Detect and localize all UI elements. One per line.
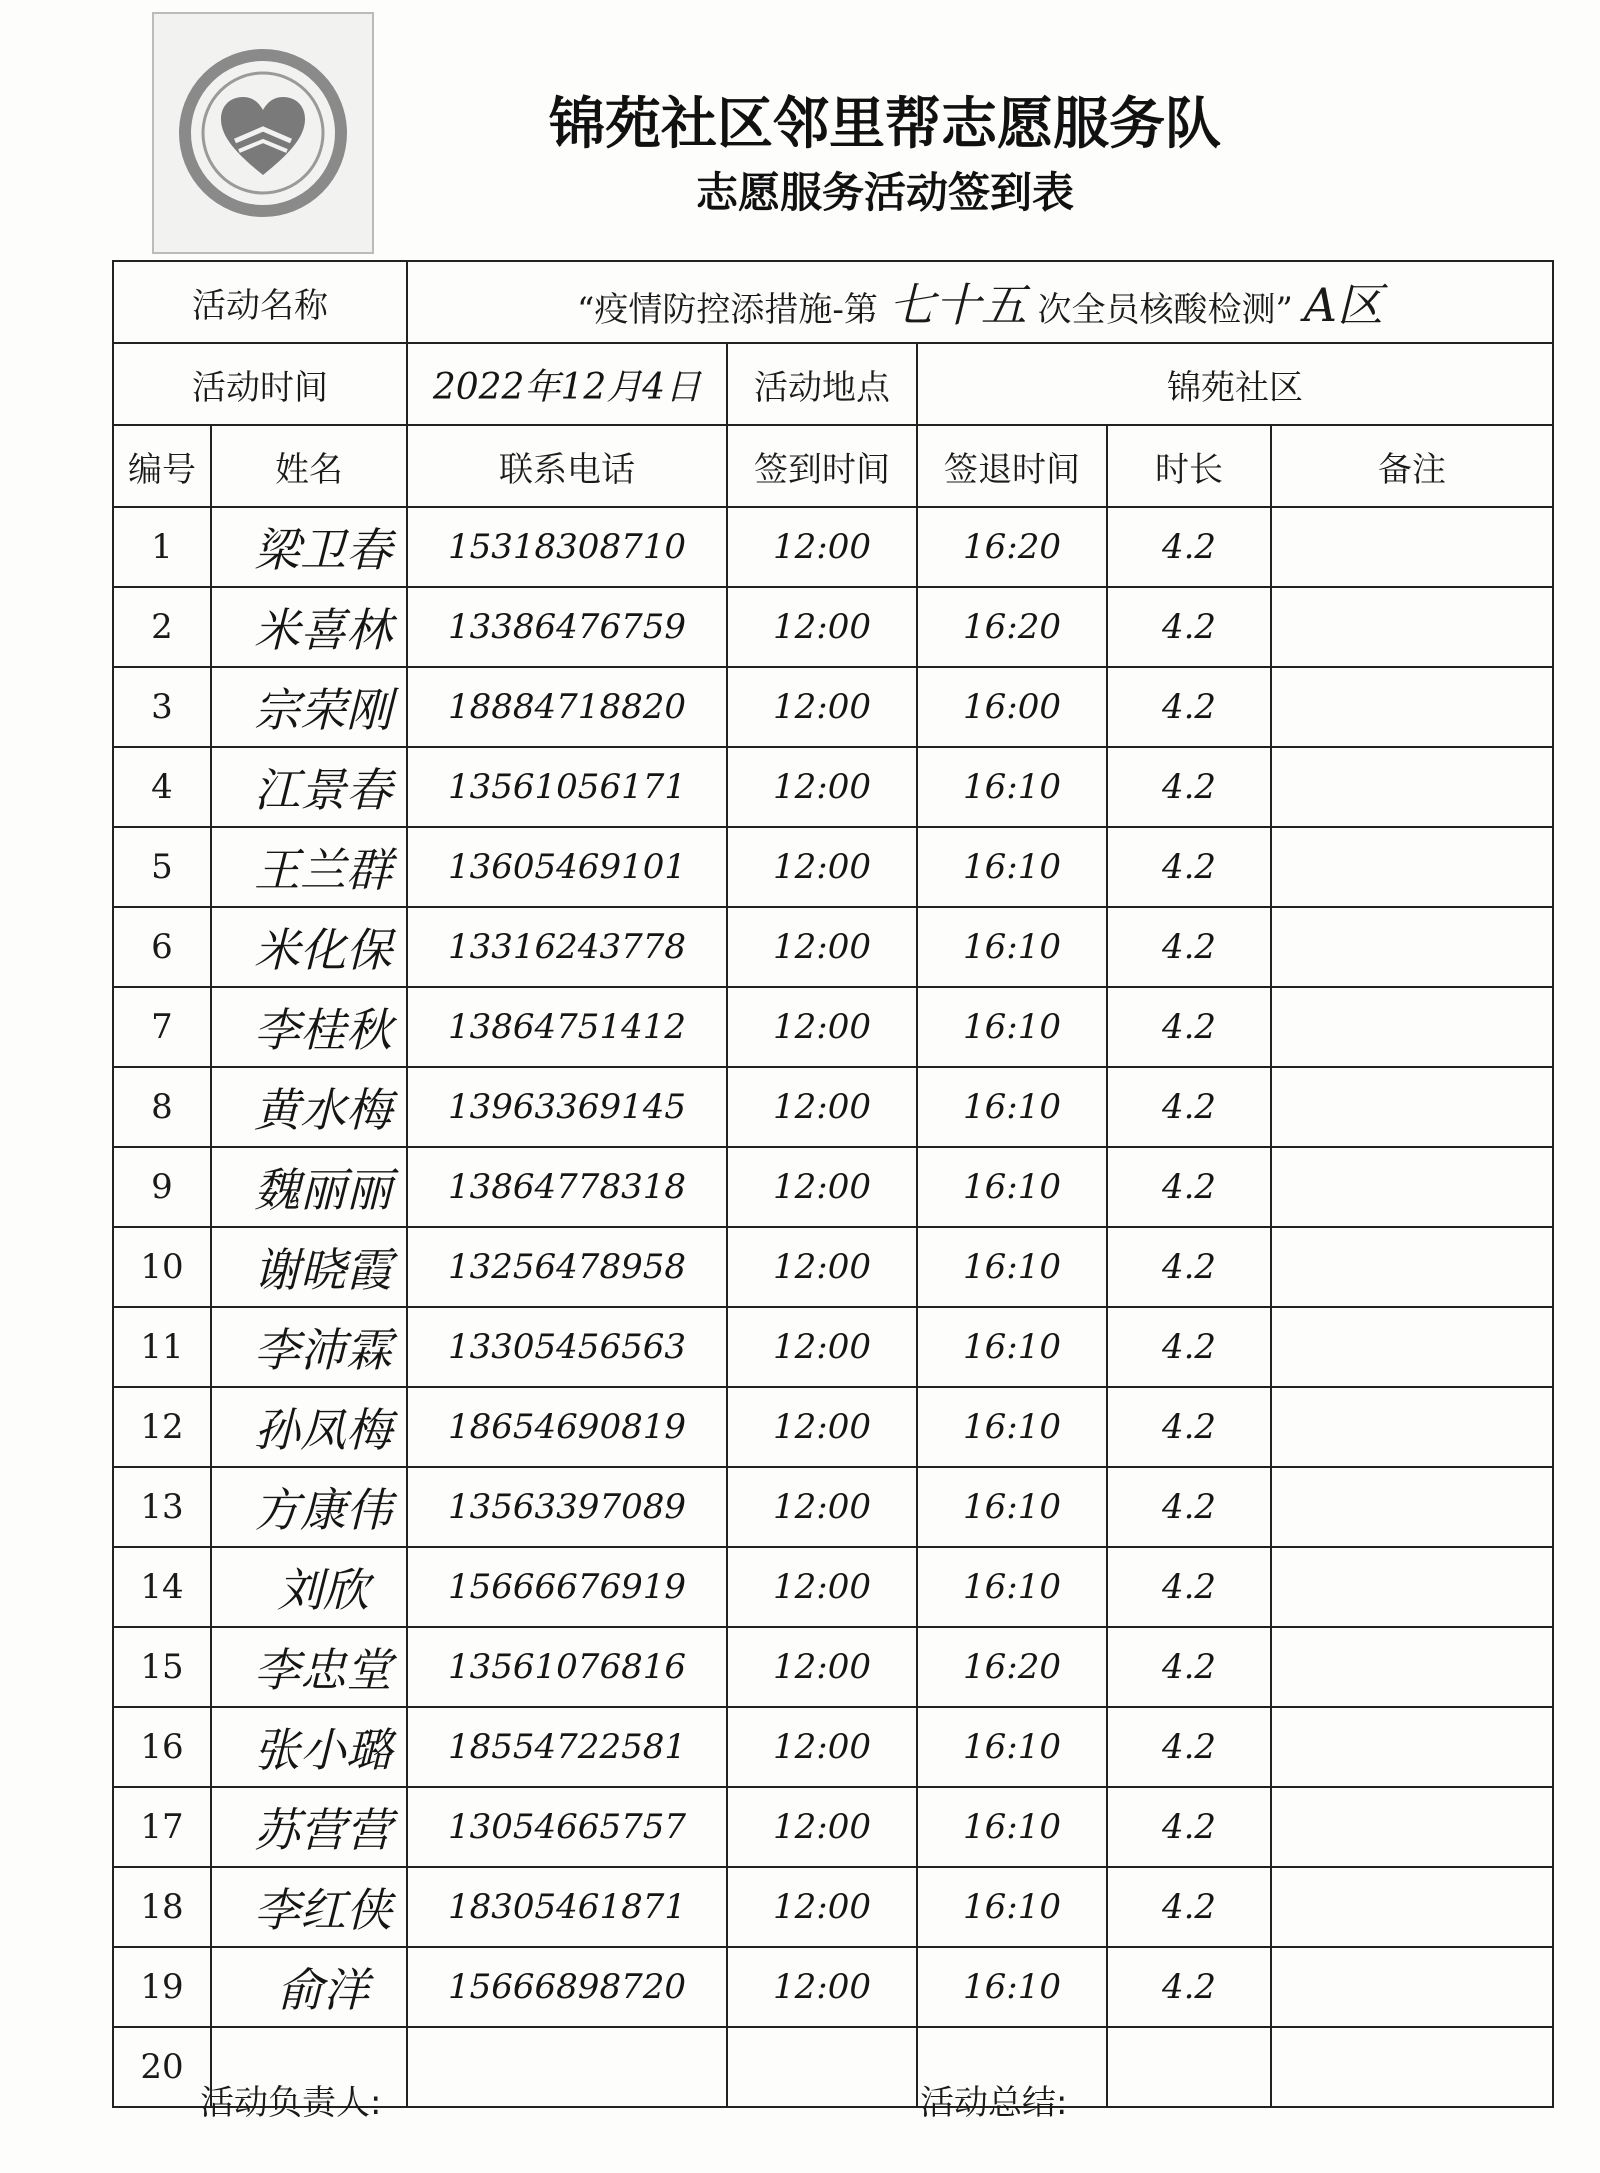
row-signin-time bbox=[727, 2027, 917, 2107]
row-signin-time: 12:00 bbox=[727, 987, 917, 1067]
row-signout-time: 16:20 bbox=[917, 587, 1107, 667]
table-row bbox=[113, 827, 1553, 907]
row-remarks bbox=[1271, 1947, 1553, 2027]
row-phone bbox=[407, 2027, 727, 2107]
row-remarks bbox=[1271, 507, 1553, 587]
org-title: 锦苑社区邻里帮志愿服务队 bbox=[549, 92, 1221, 157]
table-row bbox=[113, 667, 1553, 747]
row-phone: 13864778318 bbox=[407, 1147, 727, 1227]
row-signin-time: 12:00 bbox=[727, 827, 917, 907]
table-row bbox=[113, 1627, 1553, 1707]
activity-location: 锦苑社区 bbox=[917, 343, 1553, 425]
row-signout-time: 16:10 bbox=[917, 907, 1107, 987]
row-signin-time: 12:00 bbox=[727, 1387, 917, 1467]
row-name: 张小璐 bbox=[211, 1707, 407, 1787]
row-phone: 18554722581 bbox=[407, 1707, 727, 1787]
col-number: 编号 bbox=[113, 425, 211, 507]
row-remarks bbox=[1271, 1707, 1553, 1787]
row-remarks bbox=[1271, 1147, 1553, 1227]
row-phone: 15666676919 bbox=[407, 1547, 727, 1627]
row-name: 刘欣 bbox=[211, 1547, 407, 1627]
table-row bbox=[113, 1867, 1553, 1947]
row-signin-time: 12:00 bbox=[727, 587, 917, 667]
row-remarks bbox=[1271, 1787, 1553, 1867]
col-signout-time: 签退时间 bbox=[917, 425, 1107, 507]
row-signout-time: 16:20 bbox=[917, 507, 1107, 587]
row-duration: 4.2 bbox=[1107, 667, 1271, 747]
row-remarks bbox=[1271, 1387, 1553, 1467]
leader-label: 活动负责人: bbox=[200, 2083, 382, 2123]
row-signin-time: 12:00 bbox=[727, 1947, 917, 2027]
row-signout-time: 16:10 bbox=[917, 1387, 1107, 1467]
row-signout-time: 16:10 bbox=[917, 1227, 1107, 1307]
row-number: 13 bbox=[113, 1467, 211, 1547]
row-duration: 4.2 bbox=[1107, 1467, 1271, 1547]
row-phone: 13386476759 bbox=[407, 587, 727, 667]
row-signout-time: 16:00 bbox=[917, 667, 1107, 747]
row-phone: 13256478958 bbox=[407, 1227, 727, 1307]
row-name: 孙凤梅 bbox=[211, 1387, 407, 1467]
row-phone: 13316243778 bbox=[407, 907, 727, 987]
row-number: 2 bbox=[113, 587, 211, 667]
row-signout-time: 16:10 bbox=[917, 1307, 1107, 1387]
row-remarks bbox=[1271, 1307, 1553, 1387]
table-row bbox=[113, 1947, 1553, 2027]
row-signout-time: 16:10 bbox=[917, 1867, 1107, 1947]
row-number: 18 bbox=[113, 1867, 211, 1947]
row-remarks bbox=[1271, 987, 1553, 1067]
row-signout-time: 16:10 bbox=[917, 1147, 1107, 1227]
row-name: 谢晓霞 bbox=[211, 1227, 407, 1307]
row-signin-time: 12:00 bbox=[727, 1147, 917, 1227]
row-duration: 4.2 bbox=[1107, 587, 1271, 667]
table-row bbox=[113, 1467, 1553, 1547]
row-number: 15 bbox=[113, 1627, 211, 1707]
row-name: 米喜林 bbox=[211, 587, 407, 667]
summary-label: 活动总结: bbox=[920, 2083, 1068, 2123]
col-name: 姓名 bbox=[211, 425, 407, 507]
table-row bbox=[113, 907, 1553, 987]
form-title: 志愿服务活动签到表 bbox=[695, 168, 1074, 217]
row-name: 江景春 bbox=[211, 747, 407, 827]
row-phone: 13963369145 bbox=[407, 1067, 727, 1147]
table-row bbox=[113, 1147, 1553, 1227]
row-number: 1 bbox=[113, 507, 211, 587]
col-phone: 联系电话 bbox=[407, 425, 727, 507]
table-row bbox=[113, 987, 1553, 1067]
row-duration: 4.2 bbox=[1107, 1307, 1271, 1387]
row-remarks bbox=[1271, 1227, 1553, 1307]
activity-name-value bbox=[407, 261, 1553, 343]
row-signout-time: 16:10 bbox=[917, 987, 1107, 1067]
row-duration: 4.2 bbox=[1107, 1627, 1271, 1707]
row-name: 梁卫春 bbox=[211, 507, 407, 587]
row-signin-time: 12:00 bbox=[727, 1307, 917, 1387]
row-signin-time: 12:00 bbox=[727, 1547, 917, 1627]
row-duration: 4.2 bbox=[1107, 1067, 1271, 1147]
row-remarks bbox=[1271, 587, 1553, 667]
row-duration: 4.2 bbox=[1107, 1387, 1271, 1467]
row-duration: 4.2 bbox=[1107, 987, 1271, 1067]
row-phone: 15666898720 bbox=[407, 1947, 727, 2027]
row-signin-time: 12:00 bbox=[727, 1467, 917, 1547]
row-duration: 4.2 bbox=[1107, 1947, 1271, 2027]
row-number: 17 bbox=[113, 1787, 211, 1867]
table-body bbox=[113, 507, 1553, 2107]
row-remarks bbox=[1271, 747, 1553, 827]
activity-location-label: 活动地点 bbox=[727, 343, 917, 425]
row-name: 李沛霖 bbox=[211, 1307, 407, 1387]
row-number: 19 bbox=[113, 1947, 211, 2027]
row-name: 宗荣刚 bbox=[211, 667, 407, 747]
row-duration: 4.2 bbox=[1107, 747, 1271, 827]
table-row bbox=[113, 1787, 1553, 1867]
table-row bbox=[113, 747, 1553, 827]
row-phone: 13305456563 bbox=[407, 1307, 727, 1387]
row-signin-time: 12:00 bbox=[727, 1787, 917, 1867]
row-signin-time: 12:00 bbox=[727, 747, 917, 827]
row-name: 李红侠 bbox=[211, 1867, 407, 1947]
row-signout-time: 16:10 bbox=[917, 1947, 1107, 2027]
row-duration: 4.2 bbox=[1107, 1867, 1271, 1947]
row-signout-time: 16:10 bbox=[917, 1467, 1107, 1547]
table-row bbox=[113, 1707, 1553, 1787]
row-number: 10 bbox=[113, 1227, 211, 1307]
row-name: 苏营营 bbox=[211, 1787, 407, 1867]
row-number: 3 bbox=[113, 667, 211, 747]
row-name: 王兰群 bbox=[211, 827, 407, 907]
column-header-row bbox=[113, 425, 1553, 507]
table-row bbox=[113, 1067, 1553, 1147]
activity-time-row bbox=[113, 343, 1553, 425]
row-number: 16 bbox=[113, 1707, 211, 1787]
row-duration: 4.2 bbox=[1107, 507, 1271, 587]
row-signout-time: 16:10 bbox=[917, 827, 1107, 907]
row-number: 11 bbox=[113, 1307, 211, 1387]
row-number: 12 bbox=[113, 1387, 211, 1467]
row-remarks bbox=[1271, 907, 1553, 987]
row-duration: 4.2 bbox=[1107, 1227, 1271, 1307]
row-signin-time: 12:00 bbox=[727, 507, 917, 587]
row-phone: 13561076816 bbox=[407, 1627, 727, 1707]
row-remarks bbox=[1271, 827, 1553, 907]
row-signin-time: 12:00 bbox=[727, 907, 917, 987]
signin-table bbox=[112, 260, 1554, 2108]
col-signin-time: 签到时间 bbox=[727, 425, 917, 507]
activity-time-label: 活动时间 bbox=[113, 343, 407, 425]
row-remarks bbox=[1271, 1467, 1553, 1547]
activity-name-label: 活动名称 bbox=[113, 261, 407, 343]
row-name: 魏丽丽 bbox=[211, 1147, 407, 1227]
activity-name-number: 七十五 bbox=[888, 278, 1027, 332]
row-duration: 4.2 bbox=[1107, 907, 1271, 987]
row-signout-time: 16:10 bbox=[917, 1067, 1107, 1147]
row-number: 8 bbox=[113, 1067, 211, 1147]
row-signin-time: 12:00 bbox=[727, 1067, 917, 1147]
row-number: 14 bbox=[113, 1547, 211, 1627]
activity-date: 2022年12月4日 bbox=[407, 343, 727, 425]
row-phone: 18884718820 bbox=[407, 667, 727, 747]
row-signin-time: 12:00 bbox=[727, 1627, 917, 1707]
row-signin-time: 12:00 bbox=[727, 667, 917, 747]
row-signout-time: 16:20 bbox=[917, 1627, 1107, 1707]
row-duration: 4.2 bbox=[1107, 1787, 1271, 1867]
row-name: 米化保 bbox=[211, 907, 407, 987]
table-row bbox=[113, 507, 1553, 587]
row-duration: 4.2 bbox=[1107, 1707, 1271, 1787]
row-phone: 13054665757 bbox=[407, 1787, 727, 1867]
row-signin-time: 12:00 bbox=[727, 1227, 917, 1307]
row-phone: 13563397089 bbox=[407, 1467, 727, 1547]
table-row bbox=[113, 1387, 1553, 1467]
activity-name-row bbox=[113, 261, 1553, 343]
table-row bbox=[113, 587, 1553, 667]
row-number: 7 bbox=[113, 987, 211, 1067]
row-duration: 4.2 bbox=[1107, 827, 1271, 907]
row-remarks bbox=[1271, 1627, 1553, 1707]
row-name: 方康伟 bbox=[211, 1467, 407, 1547]
row-number: 5 bbox=[113, 827, 211, 907]
row-duration bbox=[1107, 2027, 1271, 2107]
table-row bbox=[113, 1547, 1553, 1627]
row-name: 俞洋 bbox=[211, 1947, 407, 2027]
row-number: 4 bbox=[113, 747, 211, 827]
row-signout-time: 16:10 bbox=[917, 1707, 1107, 1787]
col-duration: 时长 bbox=[1107, 425, 1271, 507]
col-remarks: 备注 bbox=[1271, 425, 1553, 507]
row-duration: 4.2 bbox=[1107, 1147, 1271, 1227]
row-remarks bbox=[1271, 1867, 1553, 1947]
row-duration: 4.2 bbox=[1107, 1547, 1271, 1627]
table-row bbox=[113, 1307, 1553, 1387]
row-name: 李忠堂 bbox=[211, 1627, 407, 1707]
row-remarks bbox=[1271, 667, 1553, 747]
row-signout-time: 16:10 bbox=[917, 747, 1107, 827]
table-row bbox=[113, 1227, 1553, 1307]
row-phone: 18654690819 bbox=[407, 1387, 727, 1467]
row-signout-time: 16:10 bbox=[917, 1547, 1107, 1627]
activity-name-prefix: “疫情防控添措施-第 bbox=[577, 290, 878, 330]
row-remarks bbox=[1271, 1547, 1553, 1627]
row-name: 黄水梅 bbox=[211, 1067, 407, 1147]
row-name: 李桂秋 bbox=[211, 987, 407, 1067]
row-phone: 15318308710 bbox=[407, 507, 727, 587]
activity-name-suffix: 次全员核酸检测” bbox=[1037, 290, 1293, 330]
row-signin-time: 12:00 bbox=[727, 1707, 917, 1787]
row-signin-time: 12:00 bbox=[727, 1867, 917, 1947]
row-remarks bbox=[1271, 1067, 1553, 1147]
row-remarks bbox=[1271, 2027, 1553, 2107]
row-phone: 13864751412 bbox=[407, 987, 727, 1067]
row-number: 6 bbox=[113, 907, 211, 987]
row-number: 9 bbox=[113, 1147, 211, 1227]
row-phone: 18305461871 bbox=[407, 1867, 727, 1947]
row-number: 20 bbox=[113, 2027, 211, 2107]
row-phone: 13561056171 bbox=[407, 747, 727, 827]
row-signout-time: 16:10 bbox=[917, 1787, 1107, 1867]
activity-name-zone: A区 bbox=[1303, 278, 1383, 332]
row-phone: 13605469101 bbox=[407, 827, 727, 907]
